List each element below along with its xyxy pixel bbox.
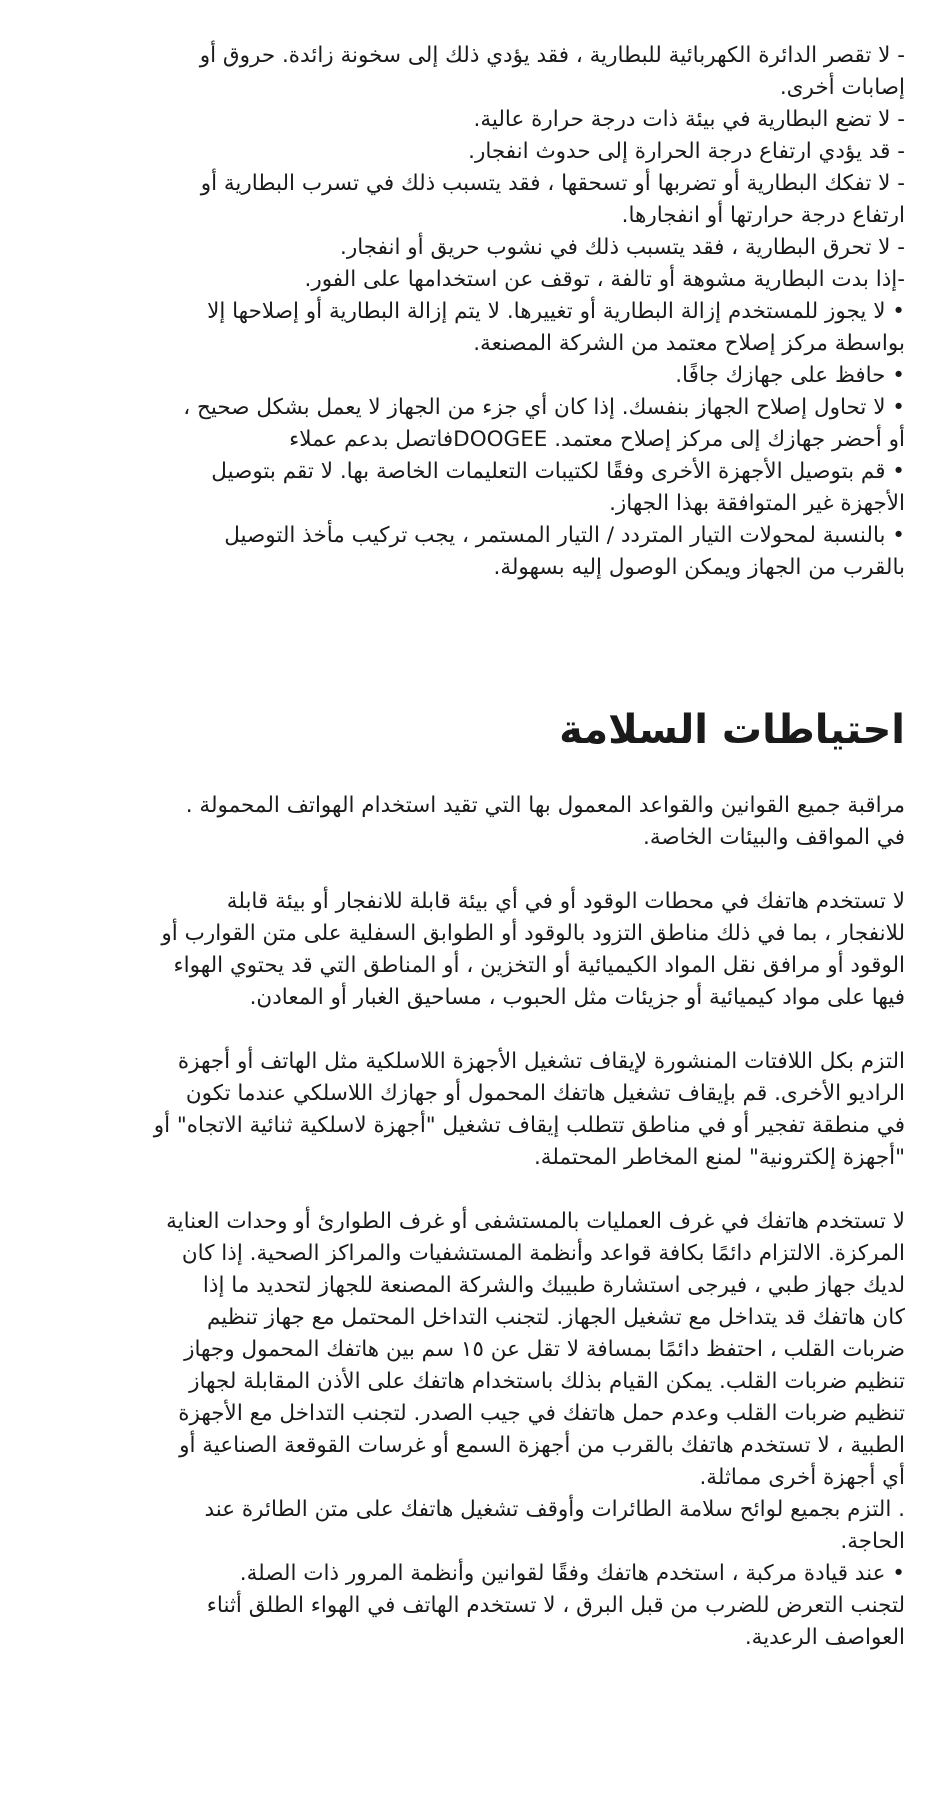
safety-paragraph-line: الراديو الأخرى. قم بإيقاف تشغيل هاتفك المحمول أو جهازك اللاسلكي عندما تكون [185,1081,905,1106]
battery-warning-line: • قم بتوصيل الأجهزة الأخرى وفقًا لكتيبات التعليمات الخاصة بها. لا تقم بتوصيل [211,459,905,484]
safety-paragraph-line: في منطقة تفجير أو في مناطق تتطلب إيقاف تشغيل "أجهزة لاسلكية ثنائية الاتجاه" أو [153,1113,905,1138]
safety-paragraph-line: المركزة. الالتزام دائمًا بكافة قواعد وأنظمة المستشفيات والمراكز الصحية. إذا كان [181,1241,905,1266]
battery-warning-line: - لا تضع البطارية في بيئة ذات درجة حرارة عالية. [473,107,905,132]
battery-warning-line: بواسطة مركز إصلاح معتمد من الشركة المصنعة. [473,331,905,356]
safety-paragraph-line: أي أجهزة أخرى مماثلة. [699,1465,905,1490]
safety-paragraph-line: كان هاتفك قد يتداخل مع تشغيل الجهاز. لتجنب التداخل المحتمل مع جهاز تنظيم [206,1305,905,1330]
safety-paragraph-line: التزم بكل اللافتات المنشورة لإيقاف تشغيل الأجهزة اللاسلكية مثل الهاتف أو أجهزة [177,1049,905,1074]
safety-paragraph-line: "أجهزة إلكترونية" لمنع المخاطر المحتملة. [533,1145,905,1170]
safety-paragraph-line: • عند قيادة مركبة ، استخدم هاتفك وفقًا لقوانين وأنظمة المرور ذات الصلة. [239,1561,905,1586]
battery-warning-line: • حافظ على جهازك جافًا. [675,363,905,388]
battery-warning-line: - لا تفكك البطارية أو تضربها أو تسحقها ، فقد يتسبب ذلك في تسرب البطارية أو [200,171,905,196]
safety-paragraph-line: للانفجار ، بما في ذلك مناطق التزود بالوقود أو الطوابق السفلية على متن القوارب أو [161,921,905,946]
safety-paragraph-line: مراقبة جميع القوانين والقواعد المعمول بها التي تقيد استخدام الهواتف المحمولة . [185,793,905,818]
battery-warning-line: - لا تحرق البطارية ، فقد يتسبب ذلك في نشوب حريق أو انفجار. [339,235,905,260]
safety-paragraph-line: تنظيم ضربات القلب وعدم حمل هاتفك في جيب الصدر. لتجنب التداخل مع الأجهزة [178,1401,905,1426]
battery-warning-line: بالقرب من الجهاز ويمكن الوصول إليه بسهولة. [493,555,905,580]
safety-paragraph-line: لا تستخدم هاتفك في غرف العمليات بالمستشفى أو غرف الطوارئ أو وحدات العناية [166,1209,905,1234]
safety-paragraph-line: العواصف الرعدية. [744,1625,905,1650]
battery-warning-line: - لا تقصر الدائرة الكهربائية للبطارية ، فقد يؤدي ذلك إلى سخونة زائدة. حروق أو [199,43,905,68]
battery-warning-line: ارتفاع درجة حرارتها أو انفجارها. [621,203,905,228]
safety-paragraph-line: فيها على مواد كيميائية أو جزيئات مثل الحبوب ، مساحيق الغبار أو المعادن. [249,985,905,1010]
section-title: احتياطات السلامة [559,707,905,753]
safety-paragraph-line: الحاجة. [840,1529,905,1554]
battery-warning-line: • بالنسبة لمحولات التيار المتردد / التيار المستمر ، يجب تركيب مأخذ التوصيل [224,523,905,548]
battery-warning-line: - قد يؤدي ارتفاع درجة الحرارة إلى حدوث انفجار. [468,139,905,164]
safety-paragraph-line: لديك جهاز طبي ، فيرجى استشارة طبيبك والشركة المصنعة للجهاز لتحديد ما إذا [202,1273,905,1298]
safety-paragraph-line: الطبية ، لا تستخدم هاتفك بالقرب من أجهزة السمع أو غرسات القوقعة الصناعية أو [179,1433,905,1458]
safety-paragraph-line: الوقود أو مرافق نقل المواد الكيميائية أو التخزين ، أو المناطق التي قد يحتوي الهواء [173,953,905,978]
safety-paragraph-line: تنظيم ضربات القلب. يمكن القيام بذلك باستخدام هاتفك على الأذن المقابلة لجهاز [189,1369,905,1394]
battery-warning-line: • لا يجوز للمستخدم إزالة البطارية أو تغييرها. لا يتم إزالة البطارية أو إصلاحها إلا [207,299,905,324]
battery-warning-line: الأجهزة غير المتوافقة بهذا الجهاز. [609,491,905,516]
safety-paragraph-line: ضربات القلب ، احتفظ دائمًا بمسافة لا تقل عن ١٥ سم بين هاتفك المحمول وجهاز [184,1337,905,1362]
battery-warning-line: أو أحضر جهازك إلى مركز إصلاح معتمد. DOOGEEفاتصل بدعم عملاء [289,427,905,452]
safety-paragraph-line: لتجنب التعرض للضرب من قبل البرق ، لا تستخدم الهاتف في الهواء الطلق أثناء [206,1593,905,1618]
battery-warning-line: إصابات أخرى. [779,75,905,100]
safety-paragraph-line: في المواقف والبيئات الخاصة. [643,825,905,850]
battery-warning-line: -إذا بدت البطارية مشوهة أو تالفة ، توقف عن استخدامها على الفور. [304,267,905,292]
safety-paragraph-line: لا تستخدم هاتفك في محطات الوقود أو في أي بيئة قابلة للانفجار أو بيئة قابلة [226,889,905,914]
battery-warning-line: • لا تحاول إصلاح الجهاز بنفسك. إذا كان أي جزء من الجهاز لا يعمل بشكل صحيح ، [183,395,905,420]
safety-paragraph-line: . التزم بجميع لوائح سلامة الطائرات وأوقف تشغيل هاتفك على متن الطائرة عند [204,1497,905,1522]
